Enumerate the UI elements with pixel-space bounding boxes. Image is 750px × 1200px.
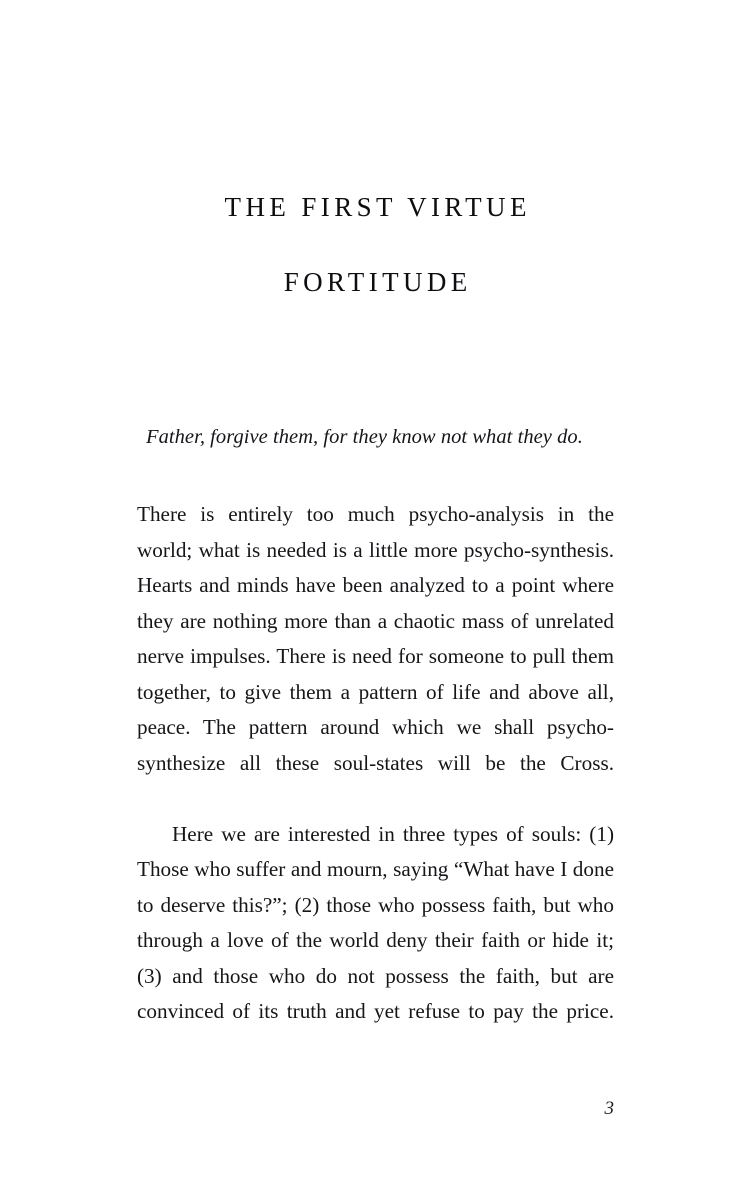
paragraph-2: Here we are interested in three types of souls: (1) Those who suffer and mourn, saying “What have I done to deserve this?”; (2) those who possess faith, but who through a love of the world deny their faith or hide it; (3) and those who do not possess the faith, but are convinced of its truth and yet refuse to pay the price. <box>137 821 614 1023</box>
paragraph-1: There is entirely too much psycho-analysis in the world; what is needed is a little more psycho-synthesis. Hearts and minds have been analyzed to a point where they are nothing more than a chaotic mass of unrelated nerve impulses. There is need for someone to pull them together, to give them a pattern of life and above all, peace. The pattern around which we shall psycho-synthesize all these soul-states will be the Cross. <box>137 502 614 775</box>
epigraph: Father, forgive them, for they know not what they do. <box>146 426 583 448</box>
chapter-subtitle: FORTITUDE <box>283 267 472 298</box>
body-text <box>137 497 614 1065</box>
page-number: 3 <box>604 1098 614 1119</box>
chapter-title: THE FIRST VIRTUE <box>224 192 531 223</box>
